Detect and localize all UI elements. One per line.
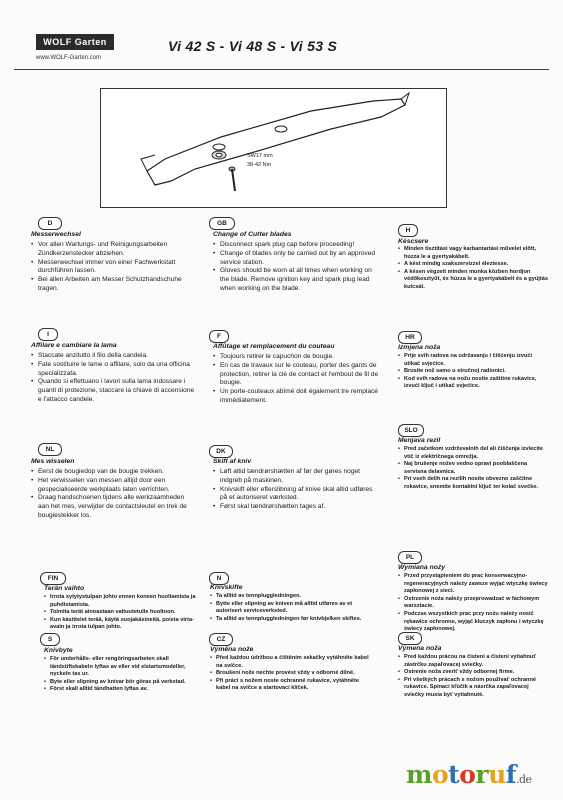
section-item: • Un porte-couteaux abîmé doit également tre remplacé immédiatement. bbox=[213, 388, 381, 406]
section-item: • A késen végzett minden munka közben hordjon védőkesztyűt, és húzza le a gyertyakábelt és a gyújtás kulcsát. bbox=[398, 269, 548, 292]
section-item: • Pred začetkom vzdrževalnih del ali čiščenja izvlecite vtič iz električnega omrežja. bbox=[398, 446, 548, 461]
section-list-h bbox=[398, 246, 548, 292]
section-item: • Podczas wszystkich prac przy nożu należy nosić rękawice ochronne, wyjąć kluczyk zapłonu i wtyczkę świecy zapłonowej. bbox=[398, 611, 548, 634]
brand-url: www.WOLF-Garten.com bbox=[36, 55, 102, 61]
section-title-dk: Skift af kniv bbox=[213, 458, 252, 465]
section-item: • Ostrenie noža zveriť vždy odbornej firme. bbox=[398, 669, 548, 677]
section-title-i: Affilare e cambiare la lama bbox=[31, 342, 117, 349]
brand-logo: WOLF Garten bbox=[36, 34, 114, 50]
section-title-pl: Wymiana noży bbox=[398, 564, 446, 571]
section-item: • Minden tisztítási vagy karbantartási művelet előtt, húzza le a gyertyakábelt. bbox=[398, 246, 548, 261]
section-title-f: Affûtage et remplacement du couteau bbox=[213, 343, 335, 350]
section-item: • Disconnect spark plug cap before proceeding! bbox=[213, 241, 381, 250]
section-list-cz bbox=[210, 655, 370, 693]
section-item: • Staccate anzitutto il filo della candela. bbox=[31, 352, 195, 361]
section-item: • Prije svih radova na održavanju i čišćenju izvući utikač svjećice. bbox=[398, 353, 548, 368]
section-item: • Před každou údržbou a čištěním sekačky vytáhněte kabel na svíčce. bbox=[210, 655, 370, 670]
section-item: • Broušení nože nechte provést vždy v odborné dílně. bbox=[210, 670, 370, 678]
section-item: • Kod svih radova na nožu nosite zaštitne rukavice, izvući ključ i utikač svjećice. bbox=[398, 376, 548, 391]
page-title: Vi 42 S - Vi 48 S - Vi 53 S bbox=[168, 38, 338, 54]
section-list-hr bbox=[398, 353, 548, 391]
section-item: • Fate sostituire le lame o affilare, solo da una officina specializzata. bbox=[31, 361, 195, 379]
section-list-i bbox=[31, 352, 195, 405]
language-badge-slo: SLO bbox=[398, 424, 424, 437]
section-item: • Naj brušenje nožev vedno opravi pooblaščena servisna delavnica. bbox=[398, 461, 548, 476]
section-item: • Przed przystąpieniem do prac konserwacyjno-regeneracyjnych należy zawsze wyjąć wtyczkę świecy zapłonowej z sieci. bbox=[398, 573, 548, 596]
section-item: • Ta alltid av tennpluggledningen. bbox=[210, 593, 370, 601]
section-title-nl: Mes wisselen bbox=[31, 458, 75, 465]
section-list-pl bbox=[398, 573, 548, 634]
section-item: • Gloves should be worn at all times when working on the blade. Remove ignition key and spark plug lead when working on the blade. bbox=[213, 267, 381, 293]
section-item: • Irrota sytytystulpan johto ennen koneen huoltamista ja puhdistamista. bbox=[44, 594, 196, 609]
section-title-gb: Change of Cutter blades bbox=[213, 231, 292, 238]
section-item: • Bytte eller slipning av kniven må alltid utføres av et autorisert serviceverksted. bbox=[210, 601, 370, 616]
language-badge-gb: GB bbox=[209, 217, 235, 230]
section-item: • Messerwechsel immer von einer Fachwerkstatt durchführen lassen. bbox=[31, 259, 195, 277]
language-badge-n: N bbox=[209, 572, 229, 585]
section-title-d: Messerwechsel bbox=[31, 231, 81, 238]
section-item: • Byte eller slipning av knivar bör göras på verkstad. bbox=[44, 679, 196, 687]
section-item: • Quando si effettuano i lavori sulla lama indossare i guanti di protezione, staccare la chiave di accensione e l'attacco candele. bbox=[31, 378, 195, 404]
language-badge-sk: SK bbox=[398, 632, 422, 645]
header-divider bbox=[14, 69, 549, 70]
section-item: • Toujours retirer le capuchon de bougie. bbox=[213, 353, 381, 362]
section-list-sk bbox=[398, 654, 548, 700]
section-item: • Eerst de bougiedop van de bougie trekken. bbox=[31, 468, 195, 477]
section-item: • Pri vseh delih na rezilih nosite obvezno zaščitne rokavice, snemite kontaktni ključ ter kolač svečke. bbox=[398, 476, 548, 491]
blade-drawing bbox=[101, 89, 446, 207]
section-item: • För underhålls- eller rengöringsarbeten skall tändstiftskabeln lyftas av eller vid elstartsmodeller, nyckeln tas ur. bbox=[44, 656, 196, 679]
section-item: • Het verwisselen van messen altijd door een gespecialiseerde werkplaats laten verrichten. bbox=[31, 477, 195, 495]
section-item: • Ta alltid av tennpluggledningen før knivbjelken skiftes. bbox=[210, 616, 370, 624]
language-badge-fin: FIN bbox=[40, 572, 66, 585]
section-list-s bbox=[44, 656, 196, 694]
language-badge-s: S bbox=[40, 633, 60, 646]
section-list-dk bbox=[213, 468, 381, 512]
language-badge-i: I bbox=[38, 328, 58, 341]
section-item: • Vor allen Wartungs- und Reinigungsarbeiten Zündkerzenstecker abziehen. bbox=[31, 241, 195, 259]
section-list-fin bbox=[44, 594, 196, 632]
section-item: • Bei allen Arbeiten am Messer Schutzhandschuhe tragen. bbox=[31, 276, 195, 294]
section-title-cz: Výměna nože bbox=[210, 646, 254, 653]
language-badge-f: F bbox=[209, 330, 229, 343]
section-title-s: Knivbyte bbox=[44, 647, 73, 654]
section-title-slo: Menjava rezil bbox=[398, 437, 441, 444]
section-title-sk: Výmena noža bbox=[398, 645, 442, 652]
section-item: • Change of blades only be carried out by an approved service station. bbox=[213, 250, 381, 268]
section-title-hr: Izmjena noža bbox=[398, 344, 441, 351]
section-item: • Při práci s nožem noste ochranné rukavice, vytáhněte kabel na svíčce a startovací klíček. bbox=[210, 678, 370, 693]
section-list-nl bbox=[31, 468, 195, 521]
section-list-d bbox=[31, 241, 195, 294]
section-list-slo bbox=[398, 446, 548, 492]
language-badge-dk: DK bbox=[209, 445, 233, 458]
section-title-fin: Terän vaihto bbox=[44, 585, 85, 592]
language-badge-cz: CZ bbox=[209, 633, 233, 646]
language-badge-d: D bbox=[38, 217, 62, 230]
section-title-n: Knivskifte bbox=[210, 584, 243, 591]
section-item: • Først skal tændrørshætten tages af. bbox=[213, 503, 381, 512]
blade-illustration bbox=[100, 88, 447, 208]
section-item: • Draag handschoenen tijdens alle werkzaamheden aan het mes, verwijder de contactsleutel en trek de bougiestekker los. bbox=[31, 494, 195, 520]
section-item: • En cas de travaux sur le couteau, porter des gants de protection, retirer la clé de contact et l'embout de fil de bougie. bbox=[213, 362, 381, 388]
section-item: • Pri všetkých prácach s nožom používať ochranné rukavice. Spínací kľúčik a násrčka zapaľovacej sviečky musia byť vytiahnuté. bbox=[398, 677, 548, 700]
language-badge-nl: NL bbox=[38, 443, 62, 456]
section-item: • Kun käsittelet terää, käytä suojakäsineitä, poista virta-avain ja irrota tulpan johto. bbox=[44, 617, 196, 632]
section-item: • Brusite nož samo u stručnoj radionici. bbox=[398, 368, 548, 376]
section-item: • Ostrzenie noża należy przeprowadzać w fachowym warsztacie. bbox=[398, 596, 548, 611]
section-item: • A kést mindig szakszervizzel éleztesse. bbox=[398, 261, 548, 269]
section-list-gb bbox=[213, 241, 381, 294]
section-title-h: Késcsere bbox=[398, 238, 429, 245]
section-item: • Løft altid tændrørshætten af før der gøres noget indgreb på maskinen. bbox=[213, 468, 381, 486]
section-item: • Först skall alltid tändhatten lyftas av. bbox=[44, 686, 196, 694]
figure-label-torque: 38-42 Nm bbox=[247, 162, 272, 168]
watermark-text: motoruf bbox=[406, 760, 517, 789]
section-item: • Toimita terät ainoastaan valtuutetulle huoltoon. bbox=[44, 609, 196, 617]
section-item: • Pred každou prácou na čistení a čistení vytiahnuť zástrčku zapaľovacej sviečky. bbox=[398, 654, 548, 669]
language-badge-pl: PL bbox=[398, 551, 422, 564]
section-item: • Knivskift eller efterslibning af knive skal altid udføres på et autoriseret værksted. bbox=[213, 486, 381, 504]
language-badge-hr: HR bbox=[398, 331, 422, 344]
section-list-f bbox=[213, 353, 381, 406]
section-list-n bbox=[210, 593, 370, 623]
watermark-suffix: .de bbox=[516, 773, 532, 786]
site-watermark bbox=[406, 760, 532, 789]
figure-label-wrench-size: SW17 mm bbox=[247, 153, 273, 159]
language-badge-h: H bbox=[398, 224, 418, 237]
